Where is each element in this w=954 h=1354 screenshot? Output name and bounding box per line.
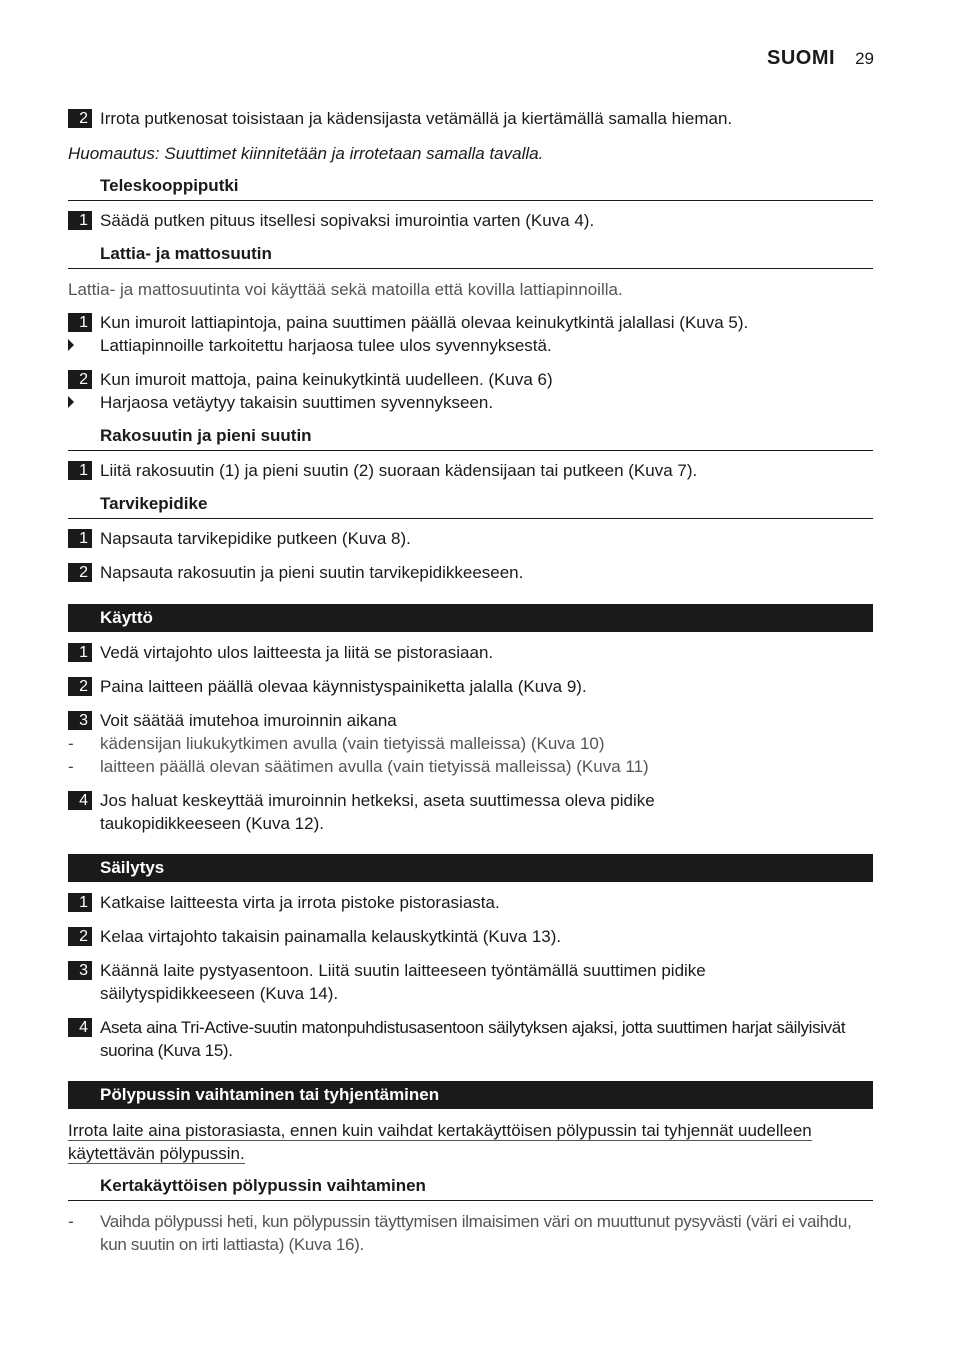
step-row (68, 527, 873, 550)
step-number: 1 (68, 211, 92, 230)
header-page-number: 29 (855, 49, 874, 68)
step-text: Katkaise laitteesta virta ja irrota pistoke pistorasiasta. (100, 893, 500, 912)
step-text: Voit säätää imutehoa imuroinnin aikana (100, 711, 397, 730)
note-text: Huomautus: Suuttimet kiinnitetään ja irrotetaan samalla tavalla. (68, 144, 544, 163)
step-row (68, 561, 873, 584)
step-number: 3 (68, 711, 92, 730)
subsection-title: Rakosuutin ja pieni suutin (100, 426, 312, 445)
section-title: Pölypussin vaihtaminen tai tyhjentäminen (100, 1085, 440, 1104)
step-text: Kelaa virtajohto takaisin painamalla kelauskytkintä (Kuva 13). (100, 927, 562, 946)
step-text: Liitä rakosuutin (1) ja pieni suutin (2) suoraan kädensijaan tai putkeen (Kuva 7). (100, 461, 698, 480)
section-title: Käyttö (100, 608, 153, 627)
step-number: 2 (68, 677, 92, 696)
dash-marker: - (68, 757, 74, 776)
warning-text (68, 1119, 828, 1165)
step-row (68, 789, 873, 835)
dash-marker: - (68, 1212, 74, 1231)
step-number: 2 (68, 370, 92, 389)
step-text: Kun imuroit mattoja, paina keinukytkintä uudelleen. (Kuva 6) (100, 370, 553, 389)
step-number: 1 (68, 461, 92, 480)
step-number: 1 (68, 893, 92, 912)
step-number: 1 (68, 529, 92, 548)
result-text: Lattiapinnoille tarkoitettu harjaosa tulee ulos syvennyksestä. (100, 336, 552, 355)
step-row (68, 107, 873, 130)
section-heading (68, 1081, 873, 1109)
subsection-heading (68, 424, 873, 451)
step-row (68, 925, 873, 948)
dash-text: kädensijan liukukytkimen avulla (vain tietyissä malleissa) (Kuva 10) (100, 734, 605, 753)
step-number: 1 (68, 313, 92, 332)
step-text: Paina laitteen päällä olevaa käynnistyspainiketta jalalla (Kuva 9). (100, 677, 587, 696)
subsection-heading (68, 174, 873, 201)
section-title: Säilytys (100, 858, 165, 877)
page-header (767, 47, 874, 70)
step-number: 2 (68, 109, 92, 128)
step-row (68, 1016, 873, 1062)
subsection-heading (68, 1174, 873, 1201)
step-text: Kun imuroit lattiapintoja, paina suuttimen päällä olevaa keinukytkintä jalallasi (Kuva 5). (100, 313, 749, 332)
result-bullet-icon (68, 391, 92, 414)
subsection-title: Lattia- ja mattosuutin (100, 244, 272, 263)
section-heading (68, 854, 873, 882)
subsection-heading (68, 242, 873, 269)
subsection-title: Kertakäyttöisen pölypussin vaihtaminen (100, 1176, 426, 1195)
step-row (68, 891, 873, 914)
step-row (68, 709, 873, 778)
step-row (68, 368, 873, 414)
step-text: Vedä virtajohto ulos laitteesta ja liitä se pistorasiaan. (100, 643, 494, 662)
step-row (68, 675, 873, 698)
step-text: Säädä putken pituus itsellesi sopivaksi imurointia varten (Kuva 4). (100, 211, 595, 230)
description-text: Lattia- ja mattosuutinta voi käyttää sekä matoilla että kovilla lattiapinnoilla. (68, 280, 623, 299)
dash-marker: - (68, 734, 74, 753)
step-number: 2 (68, 927, 92, 946)
dash-text: laitteen päällä olevan säätimen avulla (vain tietyissä malleissa) (Kuva 11) (100, 757, 649, 776)
result-text: Harjaosa vetäytyy takaisin suuttimen syvennykseen. (100, 393, 494, 412)
step-row (68, 311, 873, 357)
step-text: Käännä laite pystyasentoon. Liitä suutin laitteeseen työntämällä suuttimen pidike säilytyspidikkeeseen (Kuva 14). (100, 961, 706, 1003)
step-text: Napsauta rakosuutin ja pieni suutin tarvikepidikkeeseen. (100, 563, 524, 582)
section-heading (68, 604, 873, 632)
subsection-title: Teleskooppiputki (100, 176, 239, 195)
step-text: Napsauta tarvikepidike putkeen (Kuva 8). (100, 529, 411, 548)
dash-text: Vaihda pölypussi heti, kun pölypussin täyttymisen ilmaisimen väri on muuttunut pysyvästi (väri ei vaihdu, kun suutin on irti lattiasta) (Kuva 16). (100, 1212, 852, 1254)
step-row (68, 459, 873, 482)
step-number: 3 (68, 961, 92, 980)
subsection-heading (68, 492, 873, 519)
header-language: SUOMI (767, 47, 836, 69)
step-number: 1 (68, 643, 92, 662)
warning-underlined-text: Irrota laite aina pistorasiasta, ennen kuin vaihdat kertakäyttöisen pölypussin tai tyhjennät uudelleen käytettävän pölypussin. (68, 1121, 812, 1163)
subsection-title: Tarvikepidike (100, 494, 208, 513)
dash-row (68, 1210, 873, 1256)
step-number: 4 (68, 1018, 92, 1037)
step-text: Aseta aina Tri-Active-suutin matonpuhdistusasentoon säilytyksen ajaksi, jotta suuttimen harjat säilyisivät suorina (Kuva 15). (100, 1018, 846, 1060)
step-text: Jos haluat keskeyttää imuroinnin hetkeksi, aseta suuttimessa oleva pidike taukopidikkeeseen (Kuva 12). (100, 791, 655, 833)
result-bullet-icon (68, 334, 92, 357)
step-number: 4 (68, 791, 92, 810)
step-row (68, 959, 873, 1005)
step-text: Irrota putkenosat toisistaan ja kädensijasta vetämällä ja kiertämällä samalla hieman. (100, 109, 733, 128)
step-number: 2 (68, 563, 92, 582)
step-row (68, 209, 873, 232)
step-row (68, 641, 873, 664)
